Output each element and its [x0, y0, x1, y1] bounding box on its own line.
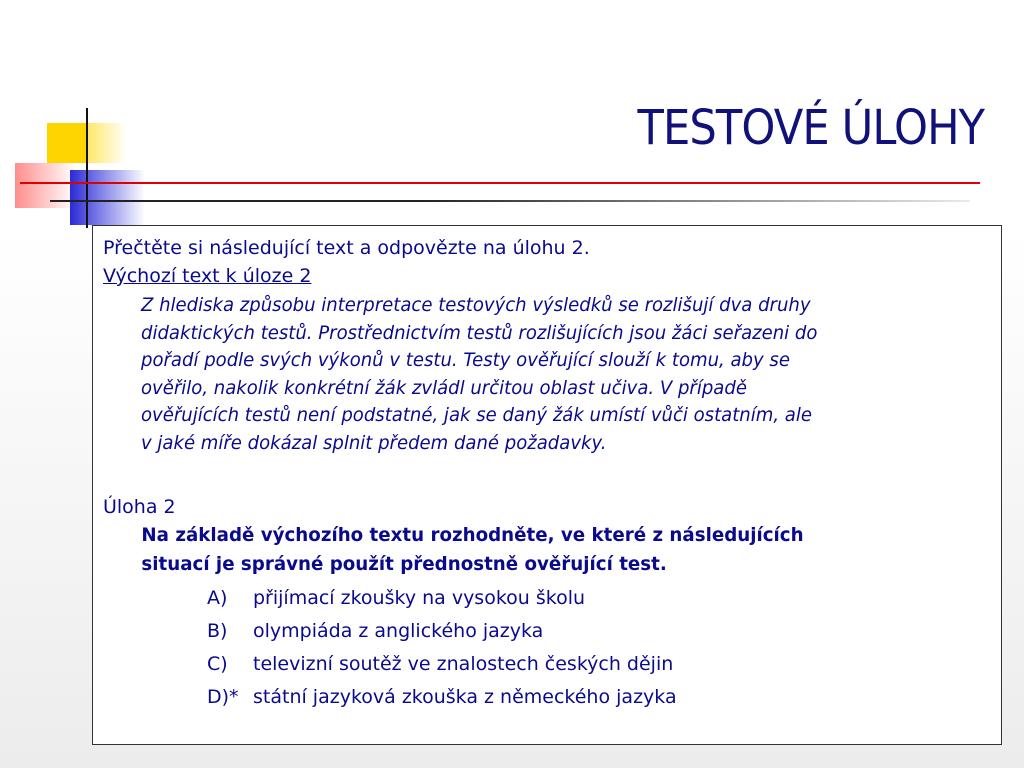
- option-b: [103, 617, 991, 645]
- source-line: ověřilo, nakolik konkrétní žák zvládl určitou oblast učiva. V případě: [141, 376, 747, 399]
- option-d: [103, 683, 991, 711]
- decor-rule-fade: [50, 200, 970, 202]
- source-line: Z hlediska způsobu interpretace testových výsledků se rozlišují dva druhy: [141, 294, 811, 316]
- spacer: [103, 457, 991, 493]
- source-text: [103, 292, 947, 457]
- option-a: [103, 584, 991, 612]
- content-box: [92, 225, 1002, 745]
- decor-blue-square: [70, 170, 145, 225]
- decor-yellow-fade: [87, 123, 127, 163]
- question-text: [103, 521, 955, 579]
- question-line: Na základě výchozího textu rozhodněte, ve které z následujících: [141, 524, 804, 546]
- option-text: olympiáda z anglického jazyka: [253, 620, 544, 642]
- slide-title: TESTOVÉ ÚLOHY: [637, 100, 984, 156]
- option-text: státní jazyková zkouška z německého jazyka: [253, 686, 677, 708]
- option-label: D)*: [207, 686, 239, 708]
- option-label: A): [207, 587, 228, 609]
- source-line: pořadí podle svých výkonů v testu. Testy ověřující slouží k tomu, aby se: [141, 349, 790, 371]
- task-label: Úloha 2: [103, 496, 176, 518]
- source-line: didaktických testů. Prostřednictvím testů rozlišujících jsou žáci seřazeni do: [141, 321, 818, 344]
- option-c: [103, 650, 991, 678]
- decor-red-rule: [20, 182, 980, 184]
- source-line: ověřujících testů není podstatné, jak se daný žák umístí vůči ostatním, ale: [141, 404, 812, 426]
- source-line: v jaké míře dokázal splnit předem dané požadavky.: [141, 431, 607, 454]
- decor-yellow-square: [47, 123, 87, 163]
- option-text: televizní soutěž ve znalostech českých dějin: [253, 653, 674, 675]
- option-text: přijímací zkoušky na vysokou školu: [253, 587, 586, 609]
- option-label: C): [207, 653, 228, 675]
- question-line: situací je správné použít přednostně ověřující test.: [141, 553, 667, 575]
- option-label: B): [207, 620, 228, 642]
- decor-vertical-line: [86, 108, 88, 228]
- instruction-text: Přečtěte si následující text a odpovězte na úlohu 2.: [103, 237, 590, 259]
- source-heading: Výchozí text k úloze 2: [103, 265, 312, 287]
